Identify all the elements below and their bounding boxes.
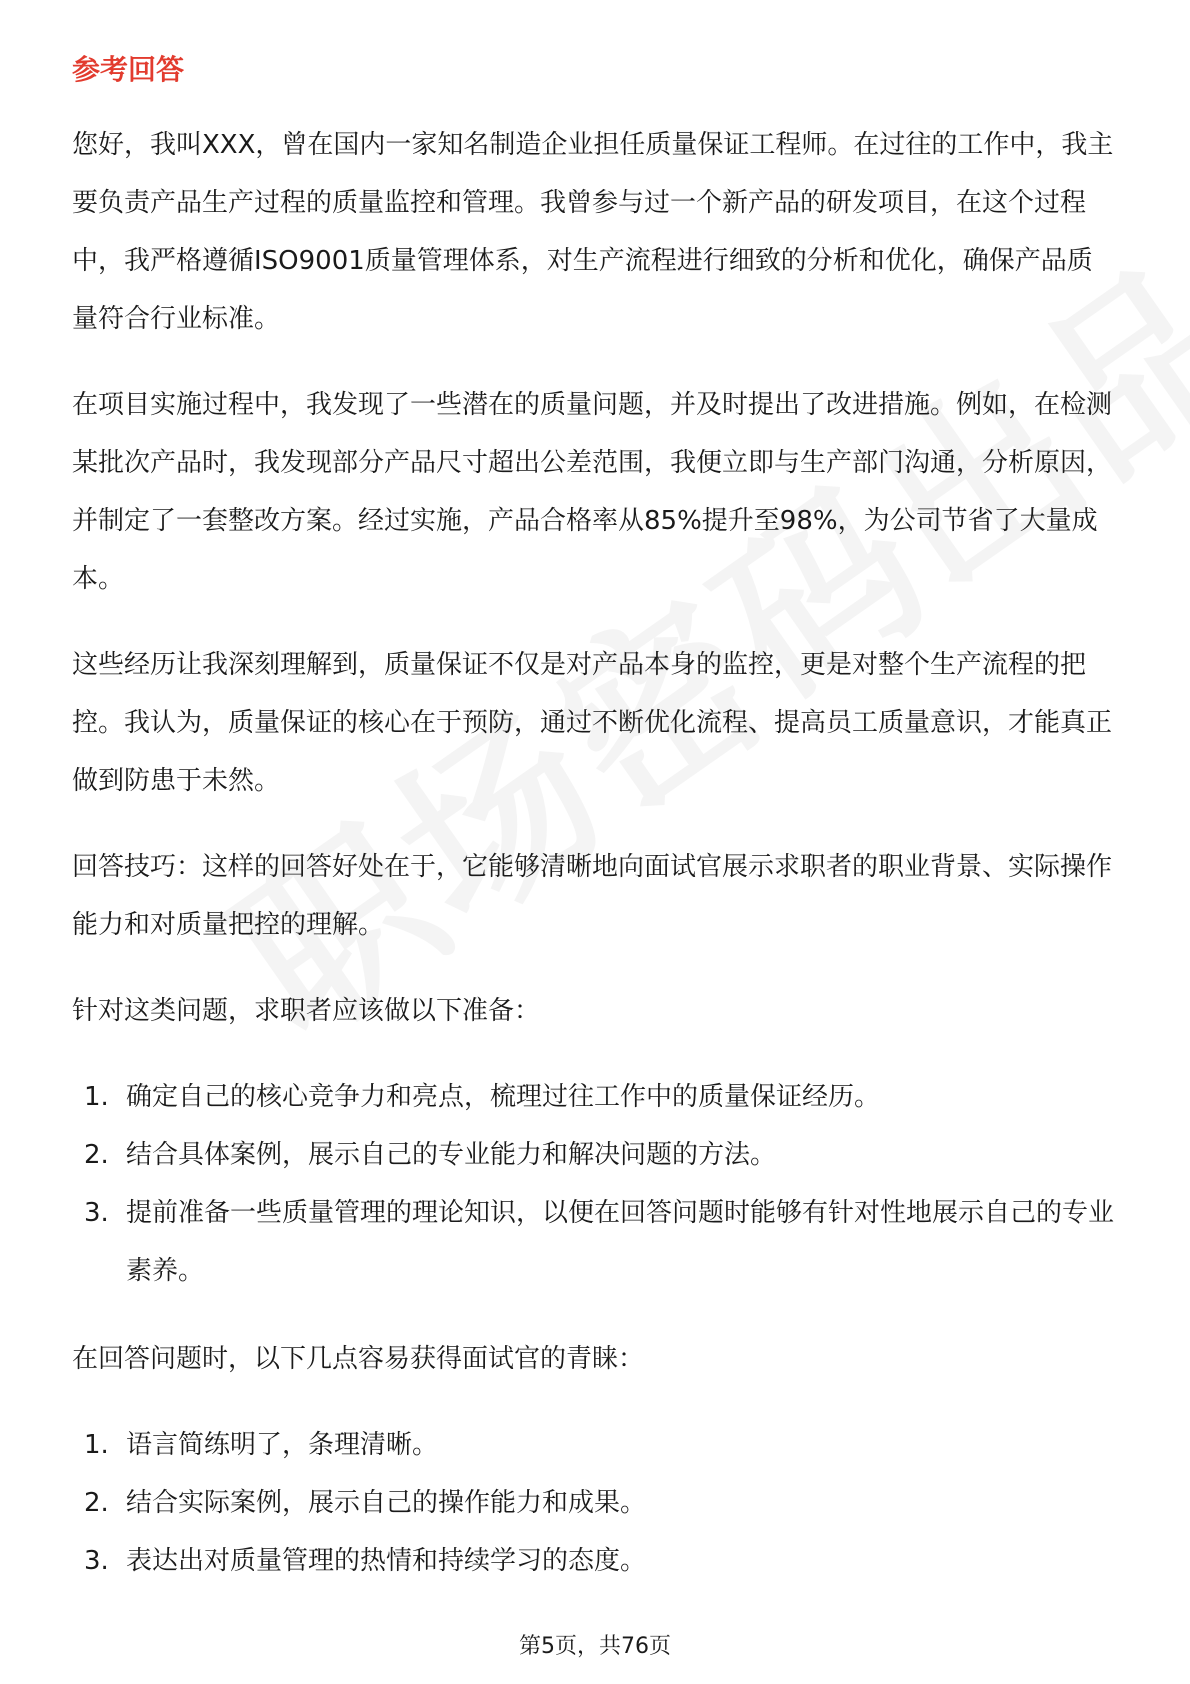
list-item-text: 结合具体案例，展示自己的专业能力和解决问题的方法。 [126,1140,777,1170]
list-item [72,1126,1118,1184]
list-item-text: 确定自己的核心竞争力和亮点，梳理过往工作中的质量保证经历。 [126,1082,881,1112]
list-item-number: 1. [84,1082,109,1112]
list-item [72,1532,1118,1590]
list-item [72,1068,1118,1126]
list-item [72,1474,1118,1532]
list-item-text: 结合实际案例，展示自己的操作能力和成果。 [126,1488,647,1518]
list-item-text: 语言简练明了，条理清晰。 [126,1430,439,1460]
paragraph-insight: 这些经历让我深刻理解到，质量保证不仅是对产品本身的监控，更是对整个生产流程的把控。我认为，质量保证的核心在于预防，通过不断优化流程、提高员工质量意识，才能真正做到防患于未然。 [72,650,1113,796]
section-heading: 参考回答 [72,53,185,86]
list-item-number: 1. [84,1430,109,1460]
list-item [72,1416,1118,1474]
document-content [72,50,1118,1620]
list-item-number: 2. [84,1140,109,1170]
paragraph-intro: 您好，我叫XXX，曾在国内一家知名制造企业担任质量保证工程师。在过往的工作中，我主要负责产品生产过程的质量监控和管理。我曾参与过一个新产品的研发项目，在这个过程中，我严格遵循ISO9001质量管理体系，对生产流程进行细致的分析和优化，确保产品质量符合行业标准。 [72,130,1114,334]
list-item-text: 提前准备一些质量管理的理论知识，以便在回答问题时能够有针对性地展示自己的专业素养。 [126,1198,1115,1286]
list-item [72,1184,1118,1300]
paragraph-tips-intro: 在回答问题时，以下几点容易获得面试官的青睐： [72,1344,645,1374]
paragraph-prep-intro: 针对这类问题，求职者应该做以下准备： [72,996,541,1026]
paragraph-tip: 回答技巧：这样的回答好处在于，它能够清晰地向面试官展示求职者的职业背景、实际操作能力和对质量把控的理解。 [72,852,1113,940]
prep-list [72,1068,1118,1300]
list-item-number: 3. [84,1546,109,1576]
list-item-number: 3. [84,1198,109,1228]
list-item-text: 表达出对质量管理的热情和持续学习的态度。 [126,1546,647,1576]
paragraph-improvement: 在项目实施过程中，我发现了一些潜在的质量问题，并及时提出了改进措施。例如，在检测某批次产品时，我发现部分产品尺寸超出公差范围，我便立即与生产部门沟通，分析原因，并制定了一套整改方案。经过实施，产品合格率从85%提升至98%，为公司节省了大量成本。 [72,390,1113,594]
tips-list [72,1416,1118,1590]
list-item-number: 2. [84,1488,109,1518]
page-number: 第5页，共76页 [519,1634,671,1659]
